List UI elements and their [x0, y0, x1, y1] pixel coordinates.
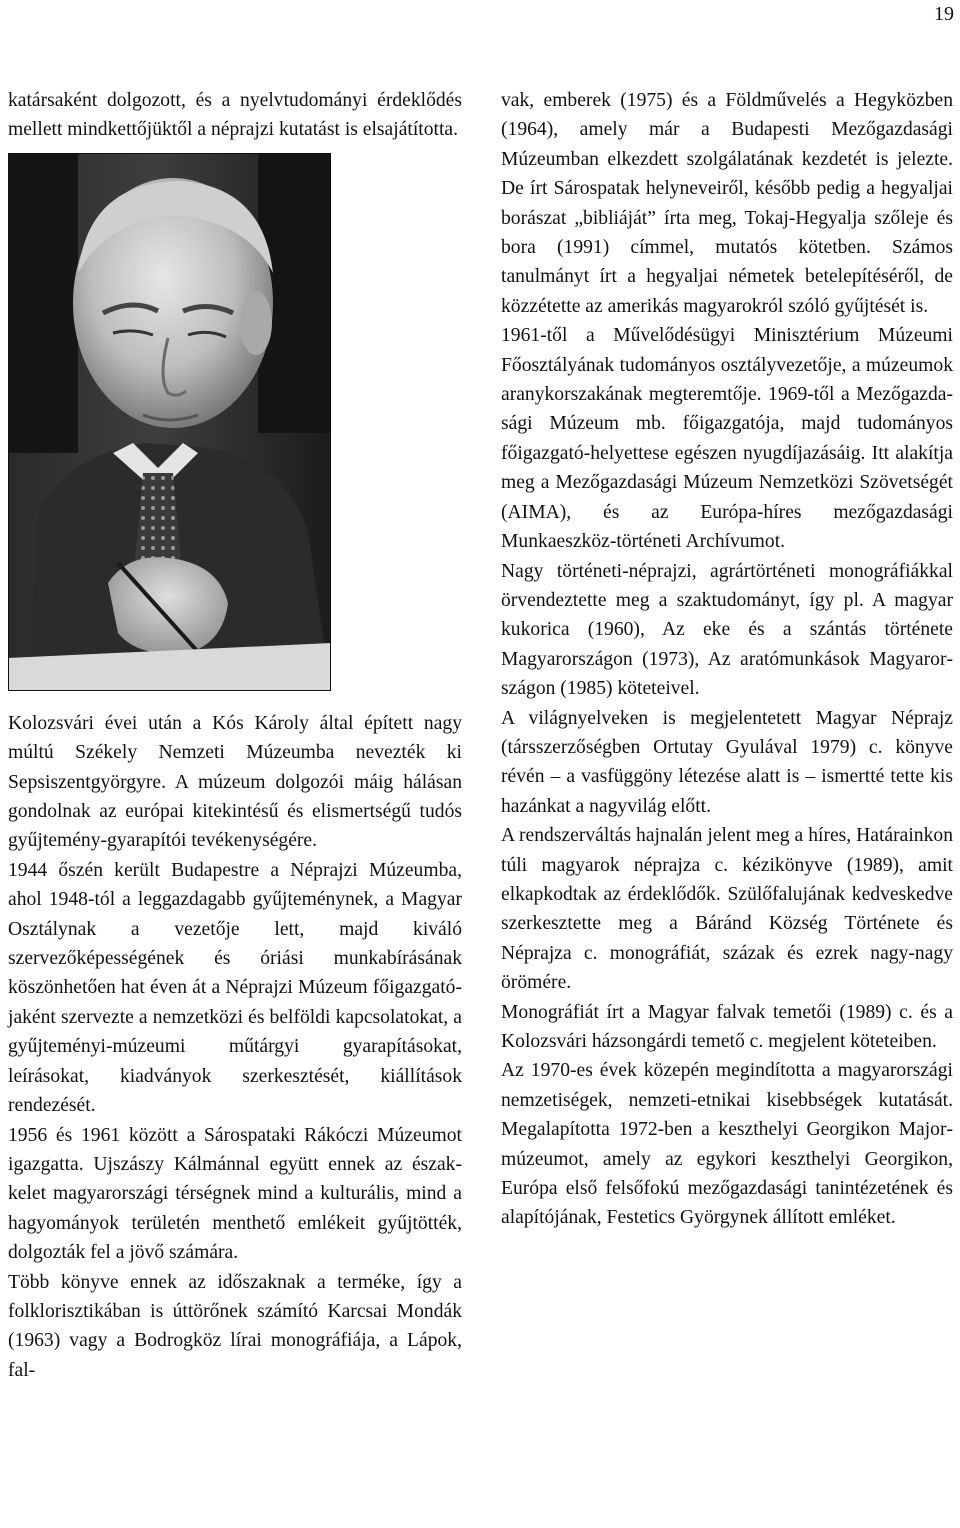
portrait-photo [8, 153, 331, 691]
paragraph-books: Több könyve ennek az időszaknak a terméke, így a folklorisztikában is úttörőnek számító Karcsai Mondák (1963) vagy a Bodrogköz lírai monográfiája, a Lápok, fal- [8, 1271, 462, 1381]
paragraph-1956: 1956 és 1961 között a Sárospataki Rákóczi Múzeumot igazgatta. Ujszászy Kálmánnal együtt ennek az észak-kelet magyarországi térségnek mind a kulturális, mind a hagyományok területén menthető emlékeit gyűjtötték, dolgozták fel a jövő számára. [8, 1124, 462, 1264]
paragraph-kolozsvar: Kolozsvári évei után a Kós Károly által épített nagy múltú Székely Nemzeti Múzeumba nevezték ki Sepsiszentgyörgyre. A múzeum dolgozói máig hálásan gondolnak az európai kitekintésű és elismertségű tudós gyűjtemény-gyarapítói tevékenységére. [8, 712, 462, 852]
left-column [8, 86, 462, 1385]
page-number: 19 [934, 3, 954, 25]
paragraph-rendszervaltas: A rendszerváltás hajnalán jelent meg a híres, Határainkon túli magyarok néprajza c. kézikönyve (1989), amit elkapkodtak az érdeklődők. Szülőfalujának kedveskedve szerkesztette meg a Báránd Község Története és Néprajza c. monográfiát, százak és ezrek nagy-nagy örömére. [501, 825, 953, 994]
paragraph-continuation: vak, emberek (1975) és a Földművelés a Hegyközben (1964), amely már a Budapesti Mezőgazdasági Múzeumban elkezdett szolgálatának kezdetét is jelezte. De írt Sárospatak helyneveiről, később pedig a hegyaljai borászat „bibliáját” írta meg, Tokaj-Hegyalja szőleje és bora (1991) címmel, mutatós kötetben. Számos tanulmányt írt a hegyaljai németek betelepítéséről, de közzétette az amerikás magyarokról szóló gyűjtését is. [501, 90, 953, 317]
paragraph-temetok: Monográfiát írt a Magyar falvak temetői (1989) c. és a Kolozsvári házsongárdi temető c. megjelent köteteiben. [501, 1001, 953, 1052]
paragraph-magyar-neprajz: A világnyelveken is megjelentetett Magyar Néprajz (társszerzőségben Ortutay Gyulával 1979) c. könyve révén – a vasfüggöny létezése alatt is – ismertté tette kis hazánkat a nagyvilág előtt. [501, 707, 953, 817]
paragraph-1944: 1944 őszén került Budapestre a Néprajzi Múzeumba, ahol 1948-tól a leggazdagabb gyűjteménynek, a Magyar Osztálynak a vezetője lett, majd kiváló szervezőképességének és óriási munkabírásának köszönhetően hat éven át a Néprajzi Múzeum főigazgatójaként szervezte a nemzetközi és belföldi kapcsolatokat, a gyűjteményi-múzeumi műtárgyi gyarapításokat, leírásokat, kiadványok szerkesztését, kiállítások rendezését. [8, 859, 462, 1117]
paragraph-1961: 1961-től a Művelődésügyi Minisztérium Múzeumi Főosztályának tudományos osztályvezetője, a múzeumok aranykorszakának megteremtője. 1969-től a Mezőgazdasági Múzeum mb. főigazgatója, majd tudományos főigazgató-helyettese egészen nyugdíjazásáig. Itt alakítja meg a Mezőgazdasági Múzeum Nemzetközi Szövetségét (AIMA), és az Európa-híres mezőgazdasági Munkaeszköz-történeti Archívumot. [501, 325, 953, 553]
paragraph-monographs: Nagy történeti-néprajzi, agrártörténeti monográfiákkal örvendeztette meg a szaktudományt, így pl. A magyar kukorica (1960), Az eke és a szántás története Magyarországon (1973), Az aratómunkások Magyarországon (1985) köteteivel. [501, 560, 953, 700]
paragraph-1970: Az 1970-es évek közepén megindította a magyarországi nemzetiségek, nemzeti-etnikai kisebbségek kutatását. Megalapította 1972-ben a keszthelyi Georgikon Majormúzeumot, amely az egykori keszthelyi Georgikon, Európa első felsőfokú mezőgazdasági tanintézetének és alapítójának, Festetics Györgynek állított emléket. [501, 1060, 953, 1229]
intro-paragraph: katársaként dolgozott, és a nyelvtudományi érdeklődés mellett mindkettőjüktől a néprajzi kutatást is elsajátította. [8, 90, 462, 141]
right-column [501, 86, 953, 1233]
